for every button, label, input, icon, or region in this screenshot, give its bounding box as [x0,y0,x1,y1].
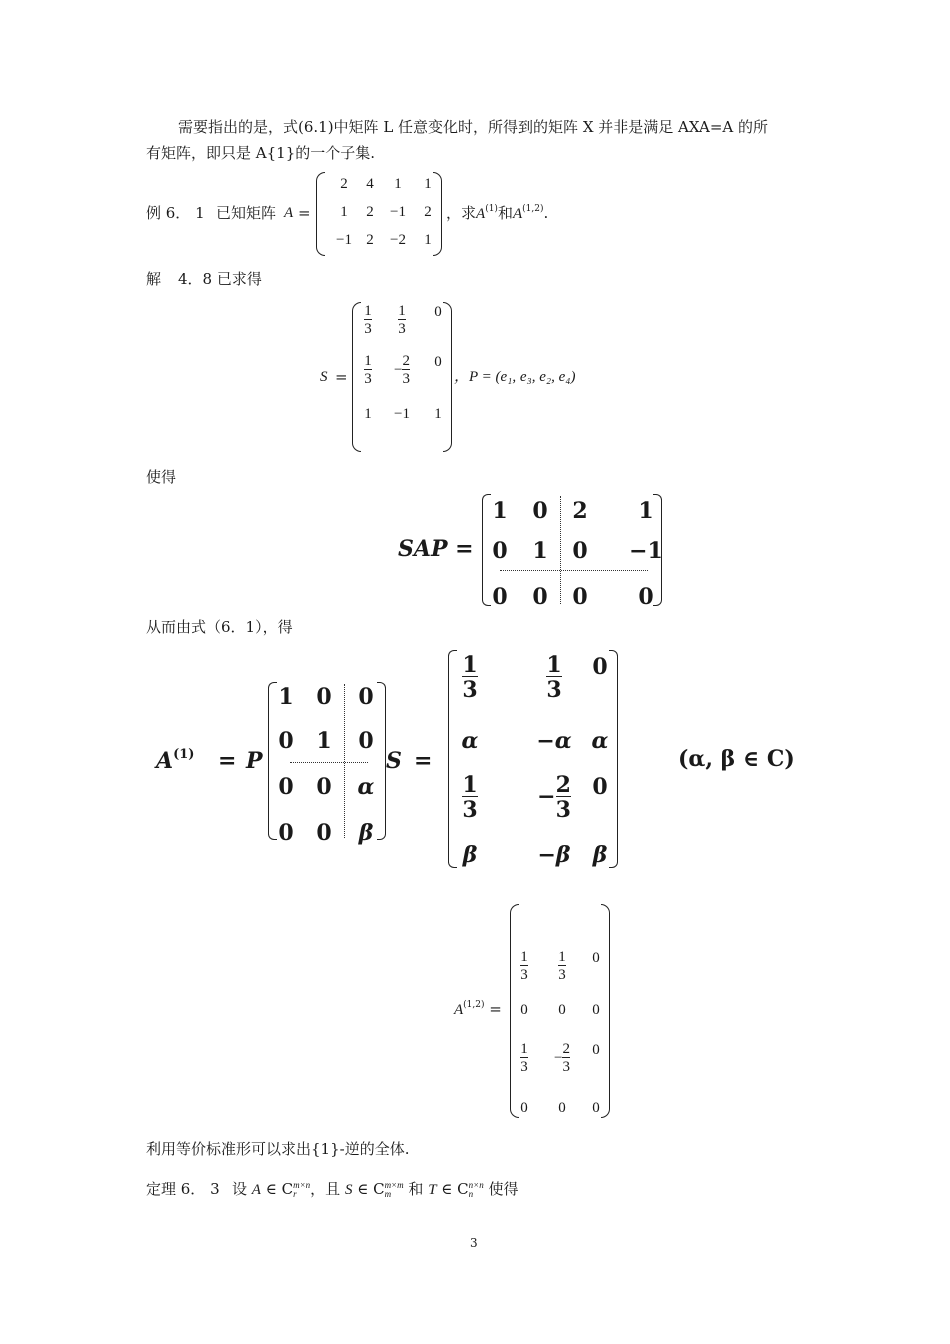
matrix-cell: $\frac{1}{3}$ [520,1041,528,1075]
matrix-cell: 1 [434,406,442,422]
theorem-text: 设 A ∈ C m×n r ，且 S ∈ C m×m m 和 T ∈ C n×n n 使得 [232,1180,519,1199]
matrix-cell: −1 [390,204,406,220]
matrix-cell: 0 [358,684,374,710]
matrix-cell: 0 [592,654,608,680]
matrix-A1-left [268,682,386,846]
S-symbol: S [386,748,402,774]
solution-text: 4．8 已求得 [178,270,262,288]
matrix-cell: 0 [558,1002,566,1018]
matrix-cell: $\frac{1}{3}$ [546,652,562,703]
matrix-A [316,172,442,256]
from-formula: 从而由式（6．1），得 [146,618,293,636]
theorem-label: 定理 6． 3 [146,1180,220,1198]
matrix-cell: −α [536,728,572,754]
matrix-cell: 2 [366,232,374,248]
matrix-cell: $\frac{1}{3}$ [398,303,406,337]
matrix-cell: 0 [278,774,294,800]
matrix-cell: α [591,728,609,754]
matrix-cell: −2 [390,232,406,248]
matrix-cell: 1 [424,176,432,192]
matrix-cell: −β [537,842,571,868]
solution-label: 解 [146,270,162,288]
matrix-cell: 0 [316,684,332,710]
matrix-cell: 0 [278,820,294,846]
S-name: S [320,369,328,385]
A1-equals-2: = [414,748,433,774]
matrix-cell: 2 [366,204,374,220]
matrix-cell: $\frac{1}{3}$ [364,303,372,337]
matrix-cell: 0 [592,950,600,966]
matrix-cell: 0 [520,1002,528,1018]
matrix-cell: α [357,774,375,800]
matrix-cell: 1 [638,498,654,524]
matrix-cell: 0 [592,774,608,800]
matrix-cell: β [462,842,478,868]
matrix-S [352,302,452,452]
matrix-cell: 0 [558,1100,566,1116]
matrix-cell: 0 [492,584,508,610]
matrix-cell: 1 [424,232,432,248]
matrix-cell: 0 [434,354,442,370]
matrix-cell: 1 [532,538,548,564]
matrix-cell: 0 [532,498,548,524]
matrix-cell: 0 [572,584,588,610]
example-label: 例 6． 1 [146,204,205,222]
A12-label: A$^{(1,2)}$ = [454,1000,502,1018]
S-equals: = [335,368,348,386]
matrix-cell: $\frac{1}{3}$ [462,652,478,703]
SAP-label: SAP = [398,536,474,562]
matrix-A12 [510,904,610,1118]
matrix-cell: 0 [316,774,332,800]
matrix-cell: β [358,820,374,846]
A1-equals: = [218,748,237,774]
matrix-cell: 1 [364,406,372,422]
P-equation: ，P = (e₁, e₃, e₂, e₄) [454,369,576,385]
such-that: 使得 [146,468,177,486]
matrix-cell: −1 [629,538,663,564]
matrix-cell: 2 [424,204,432,220]
matrix-cell: β [592,842,608,868]
matrix-cell: 2 [572,498,588,524]
matrix-cell: α [461,728,479,754]
matrix-cell: 0 [278,728,294,754]
matrix-cell: $\frac{1}{3}$ [520,949,528,983]
example-ask: ，求$A^{(1)}$和A$^{(1,2)}$. [446,204,549,222]
equals-sign: = [298,204,311,222]
matrix-cell: 0 [592,1100,600,1116]
intro-line-2: 有矩阵，即只是 A{1}的一个子集. [146,144,376,162]
matrix-cell: 0 [532,584,548,610]
matrix-cell: 1 [316,728,332,754]
matrix-cell: −1 [336,232,352,248]
example-matrix-name: A [284,205,294,221]
matrix-cell: − $\frac{2}{3}$ [537,772,571,823]
matrix-cell: 0 [358,728,374,754]
matrix-cell: 1 [394,176,402,192]
A1-label: $A^{(1)}$ [156,747,195,774]
matrix-cell: −1 [394,406,410,422]
matrix-cell: 0 [572,538,588,564]
matrix-SAP [482,494,663,610]
matrix-cell: $\frac{1}{3}$ [462,772,478,823]
matrix-cell: 1 [340,204,348,220]
matrix-cell: 0 [316,820,332,846]
matrix-cell: 0 [638,584,654,610]
matrix-cell: − $\frac{2}{3}$ [394,353,410,387]
page-number: 3 [470,1236,478,1250]
note: 利用等价标准形可以求出{1}-逆的全体. [146,1140,410,1158]
example-text: 已知矩阵 [216,204,277,222]
intro-line-1: 需要指出的是，式(6.1)中矩阵 L 任意变化时，所得到的矩阵 X 并非是满足 AXA=A 的所 [178,118,769,136]
matrix-cell: 0 [434,304,442,320]
matrix-cell: 4 [366,176,374,192]
matrix-cell: 0 [592,1002,600,1018]
matrix-cell: 0 [592,1042,600,1058]
matrix-cell: 0 [520,1100,528,1116]
matrix-cell: − $\frac{2}{3}$ [554,1041,570,1075]
matrix-cell: $\frac{1}{3}$ [364,353,372,387]
matrix-cell: 1 [492,498,508,524]
matrix-A1-right [448,650,618,868]
matrix-cell: $\frac{1}{3}$ [558,949,566,983]
matrix-cell: 2 [340,176,348,192]
matrix-cell: 0 [492,538,508,564]
matrix-cell: 1 [278,684,294,710]
P-symbol: P [246,748,263,774]
condition: (α, β ∈ C) [678,746,795,772]
